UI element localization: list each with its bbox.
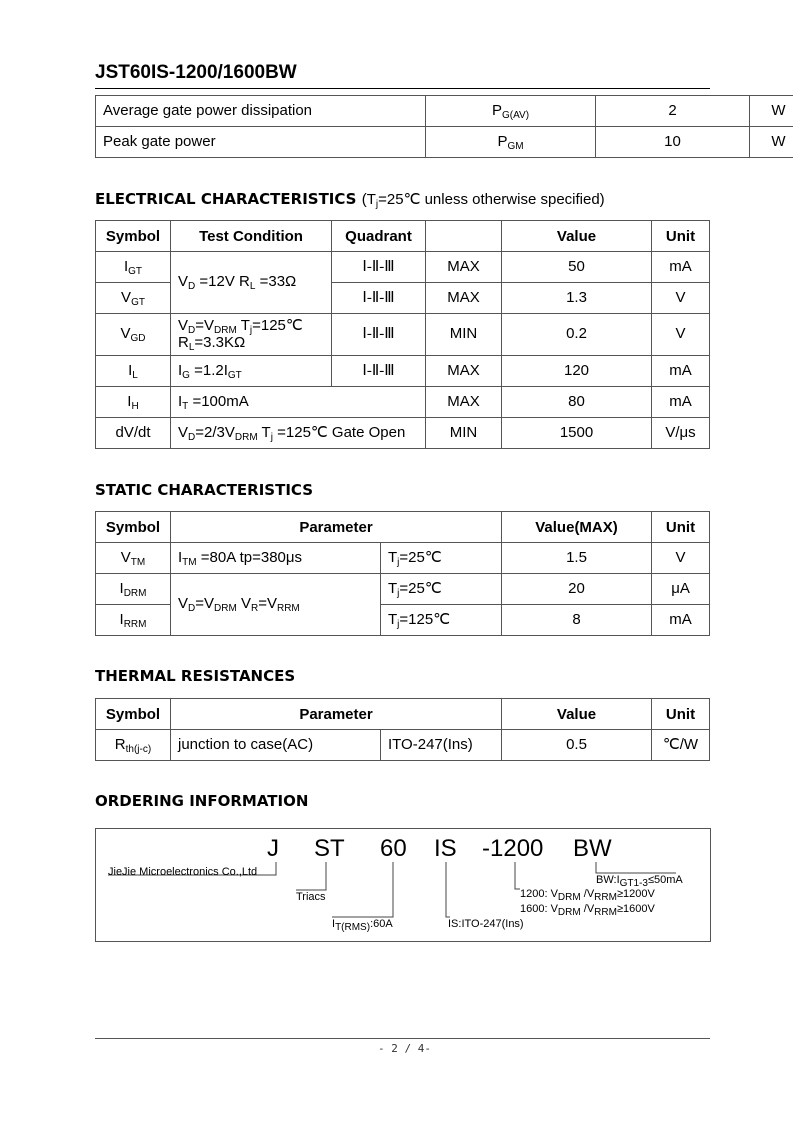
limit-cell: MAX [426, 356, 502, 387]
unit-cell: W [750, 127, 793, 158]
condition-cell: $V_D =12V$ $R_L =33\Omega$ [171, 252, 332, 314]
header-unit: Unit [652, 699, 710, 730]
code-letter-is: IS [434, 835, 457, 862]
limit-cell: MAX [426, 283, 502, 314]
voltage-1200-label: 1200: $V_{DRM}$ $/V_{RRM}\ge 1200V$ [520, 888, 655, 903]
limit-cell: MIN [426, 418, 502, 449]
ordering-diagram [95, 828, 711, 942]
symbol-cell: $I_{DRM}$ [96, 574, 171, 605]
value-cell: 80 [502, 387, 652, 418]
symbol-cell: $P_{GM}$ [426, 127, 596, 158]
unit-cell: mA [652, 605, 710, 636]
header-symbol: Symbol [96, 221, 171, 252]
footer-rule [95, 1038, 710, 1039]
quadrant-cell: Ⅰ-Ⅱ-Ⅲ [332, 314, 426, 356]
code-letter-1200: -1200 [482, 835, 544, 862]
header-value: Value [502, 699, 652, 730]
parameter-cell: junction to case(AC) [171, 730, 381, 761]
company-label: JieJie Microelectronics Co.,Ltd [108, 866, 258, 878]
value-cell: 120 [502, 356, 652, 387]
quadrant-cell: Ⅰ-Ⅱ-Ⅲ [332, 356, 426, 387]
symbol-cell: $V_{GT}$ [96, 283, 171, 314]
header-symbol: Symbol [96, 699, 171, 730]
table-row [96, 543, 710, 574]
condition-cell: $V_D=V_{DRM}$ $T_j=125℃$ $R_L=3.3K\Omega$ [171, 314, 332, 356]
code-letter-st: ST [314, 835, 345, 862]
limit-cell: MAX [426, 387, 502, 418]
value-cell: 1.3 [502, 283, 652, 314]
thermal-section-title: THERMAL RESISTANCES [95, 667, 296, 685]
unit-cell: V [652, 283, 710, 314]
header-quadrant: Quadrant [332, 221, 426, 252]
table-row [96, 356, 710, 387]
electrical-condition: ($T_j=25℃$ unless otherwise specified) [361, 191, 605, 210]
header-symbol: Symbol [96, 512, 171, 543]
condition-cell: $I_G =1.2I_{GT}$ [171, 356, 332, 387]
param-cell: Peak gate power [96, 127, 426, 158]
unit-cell: V/μs [652, 418, 710, 449]
symbol-cell: $I_{GT}$ [96, 252, 171, 283]
table-row [96, 252, 710, 283]
symbol-cell: $V_{GD}$ [96, 314, 171, 356]
header-parameter: Parameter [171, 512, 502, 543]
table-header-row [96, 221, 710, 252]
temperature-cell: $T_j=25℃$ [381, 574, 502, 605]
value-cell: 50 [502, 252, 652, 283]
temperature-cell: $T_j=125℃$ [381, 605, 502, 636]
header-test-condition: Test Condition [171, 221, 332, 252]
table-row [96, 314, 710, 356]
code-letter-60: 60 [380, 835, 407, 862]
thermal-table [95, 698, 710, 761]
value-cell: 10 [596, 127, 750, 158]
bw-label: $BW:I_{GT1-3}\le 50mA$ [596, 874, 683, 889]
table-header-row [96, 699, 710, 730]
header-parameter: Parameter [171, 699, 502, 730]
table-row [96, 96, 793, 127]
title-rule [95, 88, 710, 89]
gate-power-table [95, 95, 793, 158]
value-cell: 1500 [502, 418, 652, 449]
limit-cell: MAX [426, 252, 502, 283]
itrms-label: $I_{T(RMS)}:60A$ [332, 918, 393, 933]
quadrant-cell: Ⅰ-Ⅱ-Ⅲ [332, 283, 426, 314]
code-letter-bw: BW [573, 835, 612, 862]
unit-cell: V [652, 543, 710, 574]
table-row [96, 730, 710, 761]
symbol-cell: dV/dt [96, 418, 171, 449]
symbol-cell: $P_{G(AV)}$ [426, 96, 596, 127]
static-section-title: STATIC CHARACTERISTICS [95, 481, 314, 499]
unit-cell: mA [652, 252, 710, 283]
table-row [96, 574, 710, 605]
table-row [96, 418, 710, 449]
triacs-label: Triacs [296, 891, 326, 903]
temperature-cell: $T_j=25℃$ [381, 543, 502, 574]
unit-cell: mA [652, 387, 710, 418]
symbol-cell: $V_{TM}$ [96, 543, 171, 574]
value-cell: 2 [596, 96, 750, 127]
header-unit: Unit [652, 221, 710, 252]
document-title: JST60IS-1200/1600BW [95, 62, 297, 83]
unit-cell: mA [652, 356, 710, 387]
condition-cell: $I_T =100mA$ [171, 387, 426, 418]
table-row [96, 387, 710, 418]
ordering-section-title: ORDERING INFORMATION [95, 792, 309, 810]
value-cell: 20 [502, 574, 652, 605]
unit-cell: ℃/W [652, 730, 710, 761]
page-number: - 2 / 4- [378, 1042, 431, 1055]
value-cell: 0.5 [502, 730, 652, 761]
unit-cell: V [652, 314, 710, 356]
unit-cell: W [750, 96, 793, 127]
symbol-cell: $I_{RRM}$ [96, 605, 171, 636]
voltage-1600-label: 1600: $V_{DRM}$ $/V_{RRM}\ge 1600V$ [520, 903, 655, 918]
parameter-cell: $I_{TM} =80A$ tp=380μs [171, 543, 381, 574]
header-unit: Unit [652, 512, 710, 543]
header-value: Value [502, 221, 652, 252]
unit-cell: μA [652, 574, 710, 605]
header-limit [426, 221, 502, 252]
symbol-cell: $I_L$ [96, 356, 171, 387]
symbol-cell: $R_{th(j-c)}$ [96, 730, 171, 761]
quadrant-cell: Ⅰ-Ⅱ-Ⅲ [332, 252, 426, 283]
table-header-row [96, 512, 710, 543]
electrical-table [95, 220, 710, 449]
param-cell: Average gate power dissipation [96, 96, 426, 127]
package-cell: ITO-247(Ins) [381, 730, 502, 761]
package-label: IS:ITO-247(Ins) [448, 918, 524, 930]
value-cell: 0.2 [502, 314, 652, 356]
condition-cell: $V_D=2/3V_{DRM}$ $T_j$ =125℃ Gate Open [171, 418, 426, 449]
static-table [95, 511, 710, 636]
parameter-cell: $V_D=V_{DRM}$ $V_R=V_{RRM}$ [171, 574, 381, 636]
code-letter-j: J [267, 835, 279, 862]
value-cell: 8 [502, 605, 652, 636]
symbol-cell: $I_H$ [96, 387, 171, 418]
limit-cell: MIN [426, 314, 502, 356]
header-value: Value(MAX) [502, 512, 652, 543]
table-row [96, 127, 793, 158]
value-cell: 1.5 [502, 543, 652, 574]
electrical-section-title: ELECTRICAL CHARACTERISTICS ($T_j=25℃$ unless otherwise specified) [95, 190, 605, 210]
